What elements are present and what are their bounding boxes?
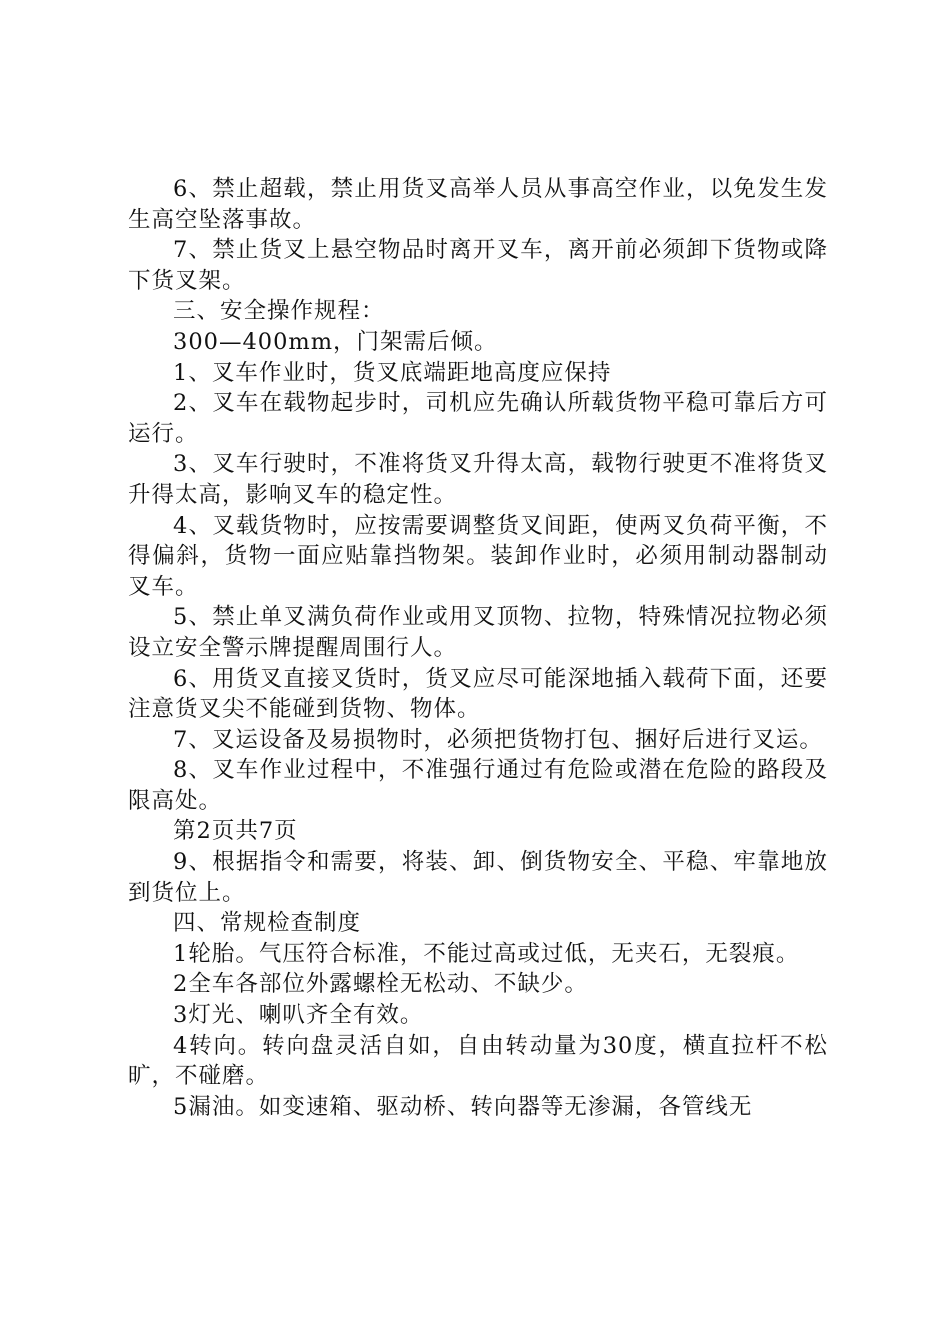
paragraph: 7、禁止货叉上悬空物品时离开叉车，离开前必须卸下货物或降下货叉架。 — [128, 237, 828, 294]
paragraph: 4、叉载货物时，应按需要调整货叉间距，使两叉负荷平衡，不得偏斜，货物一面应贴靠挡物架。装卸作业时，必须用制动器制动叉车。 — [128, 512, 828, 600]
paragraph: 1、叉车作业时，货叉底端距地高度应保持 — [173, 359, 612, 386]
section-heading: 三、安全操作规程： — [173, 298, 385, 325]
paragraph: 9、根据指令和需要，将装、卸、倒货物安全、平稳、牢靠地放到货位上。 — [128, 849, 828, 906]
paragraph: 2全车各部位外露螺栓无松动、不缺少。 — [173, 971, 588, 998]
paragraph: 3灯光、喇叭齐全有效。 — [173, 1002, 424, 1029]
paragraph: 6、禁止超载，禁止用货叉高举人员从事高空作业，以免发生发生高空坠落事故。 — [128, 176, 828, 233]
paragraph: 3、叉车行驶时，不准将货叉升得太高，载物行驶更不准将货叉升得太高，影响叉车的稳定性。 — [128, 451, 828, 508]
paragraph: 4转向。转向盘灵活自如，自由转动量为30度，横直拉杆不松旷，不碰磨。 — [128, 1032, 828, 1090]
paragraph: 300—400mm，门架需后倾。 — [173, 328, 498, 355]
paragraph: 2、叉车在载物起步时，司机应先确认所载货物平稳可靠后方可运行。 — [128, 390, 828, 447]
paragraph: 5漏油。如变速箱、驱动桥、转向器等无渗漏，各管线无 — [173, 1093, 753, 1120]
paragraph: 7、叉运设备及易损物时，必须把货物打包、捆好后进行叉运。 — [173, 726, 823, 753]
document-body — [128, 174, 828, 1122]
page-number: 第2页共7页 — [173, 818, 298, 845]
paragraph: 6、用货叉直接叉货时，货叉应尽可能深地插入载荷下面，还要注意货叉尖不能碰到货物、物体。 — [128, 665, 828, 723]
paragraph: 5、禁止单叉满负荷作业或用叉顶物、拉物，特殊情况拉物必须设立安全警示牌提醒周围行人。 — [128, 604, 828, 661]
paragraph: 8、叉车作业过程中，不准强行通过有危险或潜在危险的路段及限高处。 — [128, 757, 828, 814]
section-heading: 四、常规检查制度 — [173, 910, 362, 937]
paragraph: 1轮胎。气压符合标准，不能过高或过低，无夹石，无裂痕。 — [173, 940, 800, 967]
